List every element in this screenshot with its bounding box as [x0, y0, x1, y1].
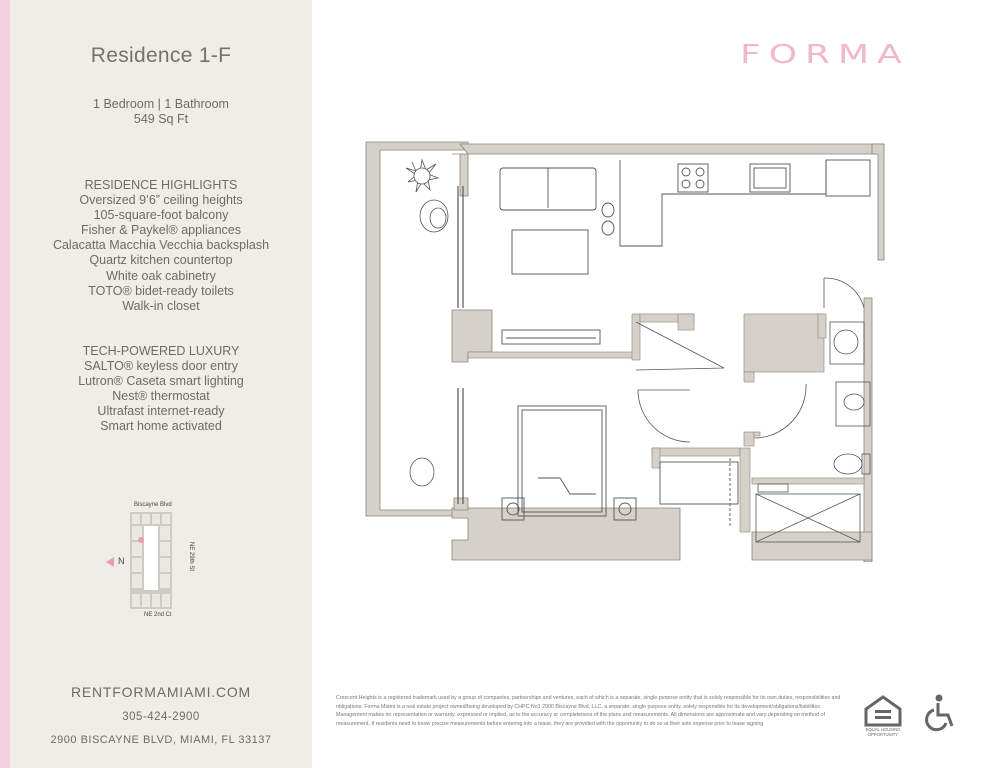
accent-stripe	[0, 0, 10, 768]
interior-walls	[468, 314, 864, 532]
tech-list	[10, 344, 312, 435]
highlight-item: 105-square-foot balcony	[93, 208, 229, 223]
street-label-top: Biscayne Blvd	[134, 502, 172, 508]
tech-item: Smart home activated	[100, 419, 222, 434]
tech-item: Ultrafast internet-ready	[97, 404, 225, 419]
highlights-list	[10, 178, 312, 314]
street-label-right: NE 29th St	[188, 542, 194, 572]
highlight-item: Quartz kitchen countertop	[89, 253, 233, 268]
highlights-heading: RESIDENCE HIGHLIGHTS	[84, 178, 238, 192]
eho-line2: OPPORTUNITY	[867, 732, 899, 737]
highlight-item: White oak cabinetry	[106, 268, 216, 283]
balcony-furniture	[406, 160, 448, 486]
equal-housing-opportunity-logo	[862, 693, 904, 737]
living-furniture	[500, 168, 600, 344]
highlight-item: Fisher & Paykel® appliances	[81, 223, 241, 238]
phone-number: 305-424-2900	[122, 711, 200, 723]
wheelchair-accessible-icon	[922, 693, 958, 733]
tech-item: SALTO® keyless door entry	[84, 359, 238, 374]
tech-item: Nest® thermostat	[112, 389, 210, 404]
highlight-item: Calacatta Macchia Vecchia backsplash	[52, 238, 270, 253]
website-link[interactable]: RENTFORMAMIAMI.COM	[70, 684, 252, 700]
highlight-item: Walk-in closet	[122, 298, 200, 313]
highlight-item: TOTO® bidet-ready toilets	[88, 283, 234, 298]
residence-size: 549 Sq Ft	[133, 112, 189, 126]
residence-title: Residence 1-F	[90, 44, 232, 67]
residence-layout: 1 Bedroom | 1 Bathroom	[93, 97, 229, 111]
key-plan-map	[104, 500, 204, 626]
tech-item: Lutron® Caseta smart lighting	[78, 374, 244, 389]
forma-logo: FORMA	[740, 40, 910, 70]
eho-line1: EQUAL HOUSING	[865, 727, 901, 732]
address: 2900 BISCAYNE BLVD, MIAMI, FL 33137	[50, 734, 272, 746]
floor-plan	[360, 138, 890, 562]
tech-heading: TECH-POWERED LUXURY	[82, 344, 240, 358]
kitchen	[602, 160, 870, 246]
street-label-bottom: NE 2nd Ct	[144, 612, 172, 618]
north-label: N	[118, 556, 125, 566]
legal-disclaimer: Crescent Heights is a registered trademark used by a group of companies, partnerships and ventures, each of which is a separate, single purpose entity that is solely responsible for its own duties, responsibilities and obligations. Forma Miami is a real estate project owned/being developed by CHPC No1 2900 Biscayne Blvd, LLC, a separate, single purpose entity, solely responsible for its development/obligations/liabilities. Management makes no representation or warranty, expressed or implied, as to the accuracy or completeness of the plans and measurements. All dimensions are approximate and vary depending on method of measurement. If residents need to know precise measurements before entering into a lease, they are provided with the opportunity to do so at their sole expense prior to lease signing.	[336, 695, 841, 727]
highlight-item: Oversized 9’6” ceiling heights	[79, 193, 243, 208]
